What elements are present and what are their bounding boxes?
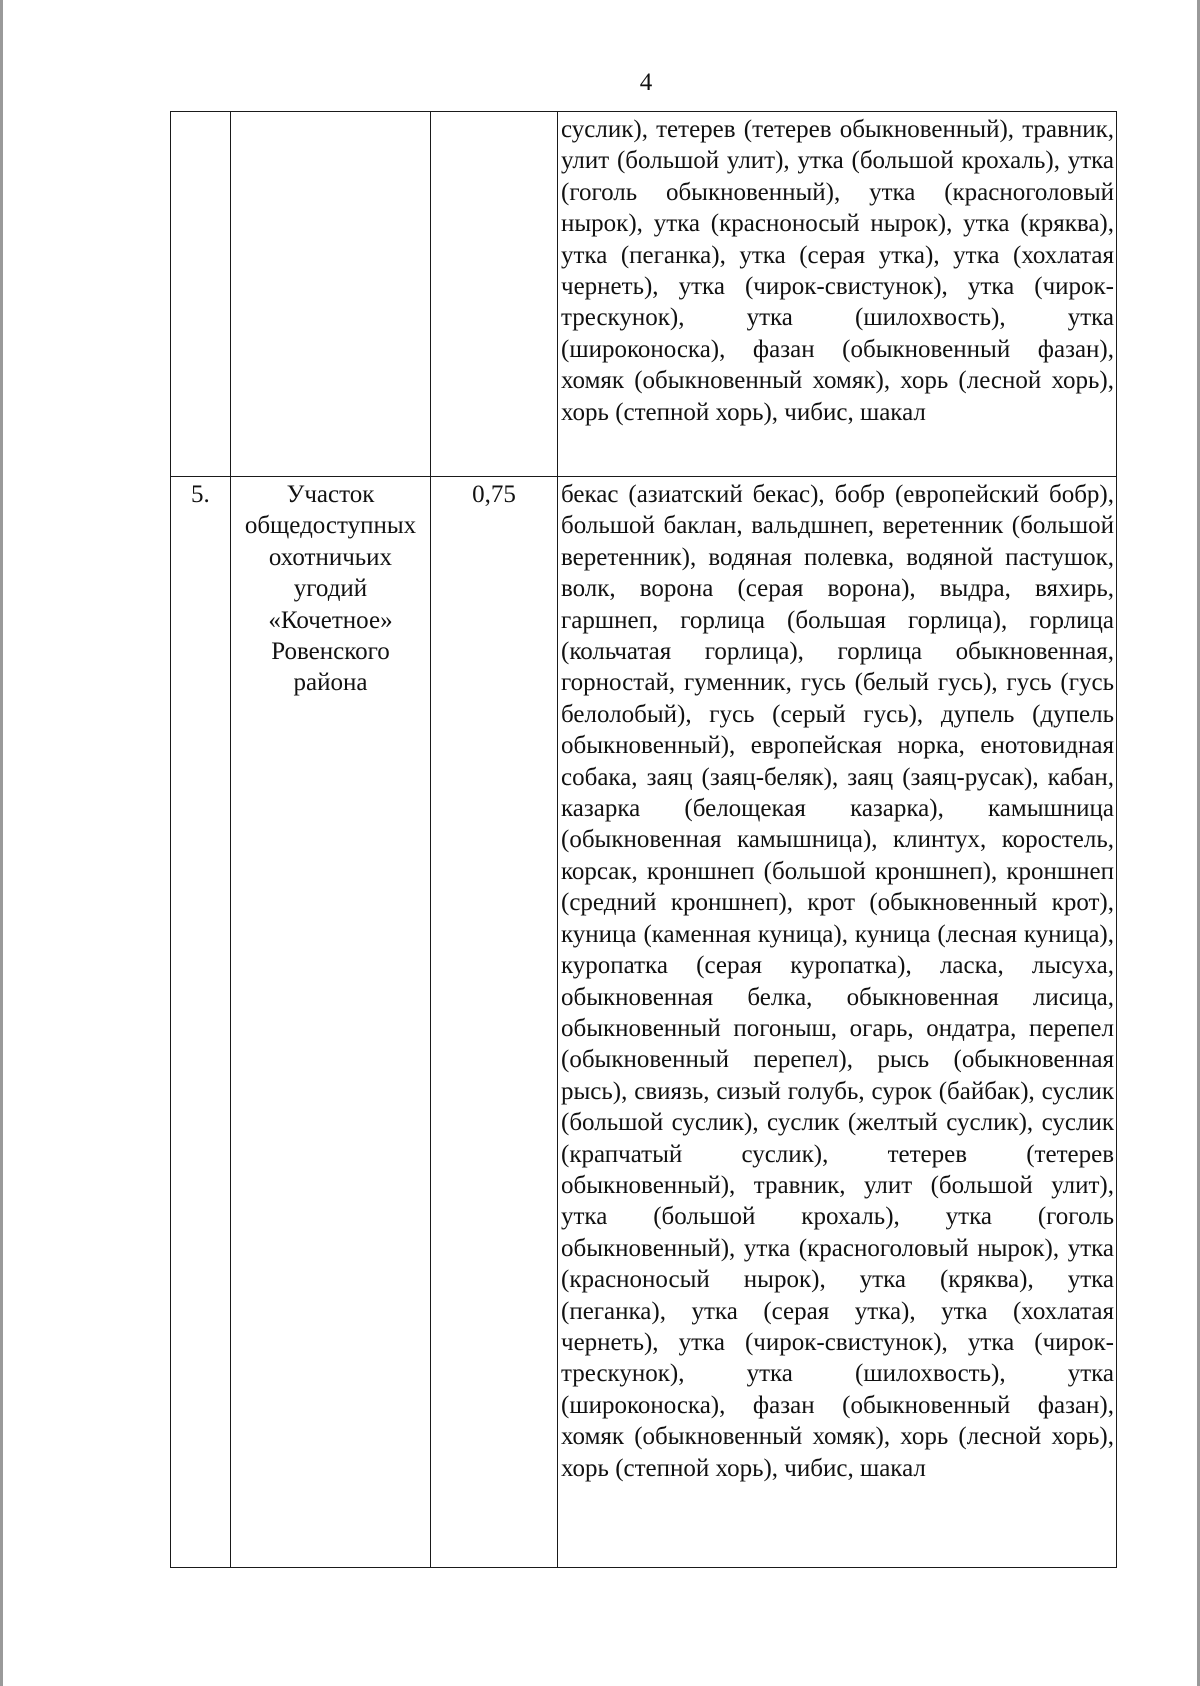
table-row — [171, 112, 1117, 477]
ground-name-line: угодий — [293, 575, 368, 603]
ground-name-line: общедоступных — [244, 512, 417, 540]
species-list-cell: суслик), тетерев (тетерев обыкновенный), травник, улит (большой улит), утка (большой крохаль), утка (гоголь обыкновенный), утка (красноголовый нырок), утка (красноносый нырок), утка (кряква), утка (пеганка), утка (серая утка), утка (хохлатая чернеть), утка (чирок-свистунок), утка (чирок-трескунок), утка (шилохвость), утка (широконоска), фазан (обыкновенный фазан), хомяк (обыкновенный хомяк), хорь (лесной хорь), хорь (степной хорь), чибис, шакал — [558, 112, 1117, 477]
scan-edge-left — [0, 0, 3, 1686]
page-number: 4 — [639, 69, 653, 96]
hunting-grounds-table — [170, 111, 1117, 1568]
ground-name-line: Участок — [286, 481, 375, 508]
table-row — [171, 477, 1117, 1568]
rate-cell: 0,75 — [431, 477, 558, 1568]
ground-name-line: района — [293, 669, 368, 697]
ground-name-cell — [231, 477, 431, 1568]
row-number-cell — [171, 112, 231, 477]
ground-name-line: «Кочетное» — [268, 606, 393, 634]
row-number-cell: 5. — [171, 477, 231, 1568]
species-list-cell: бекас (азиатский бекас), бобр (европейский бобр), большой баклан, вальдшнеп, веретенник (большой веретенник), водяная полевка, водяной пастушок, волк, ворона (серая ворона), выдра, вяхирь, гаршнеп, горлица (большая горлица), горлица (кольчатая горлица), горлица обыкновенная, горностай, гуменник, гусь (белый гусь), гусь (гусь белолобый), гусь (серый гусь), дупель (дупель обыкновенный), европейская норка, енотовидная собака, заяц (заяц-беляк), заяц (заяц-русак), кабан, казарка (белощекая казарка), камышница (обыкновенная камышница), клинтух, коростель, корсак, кроншнеп (большой кроншнеп), кроншнеп (средний кроншнеп), крот (обыкновенный крот), куница (каменная куница), куница (лесная куница), куропатка (серая куропатка), ласка, лысуха, обыкновенная белка, обыкновенная лисица, обыкновенный погоныш, огарь, ондатра, перепел (обыкновенный перепел), рысь (обыкновенная рысь), свиязь, сизый голубь, сурок (байбак), суслик (большой суслик), суслик (желтый суслик), суслик (крапчатый суслик), тетерев (тетерев обыкновенный), травник, улит (большой улит), утка (большой крохаль), утка (гоголь обыкновенный), утка (красноголовый нырок), утка (красноносый нырок), утка (кряква), утка (пеганка), утка (серая утка), утка (хохлатая чернеть), утка (чирок-свистунок), утка (чирок-трескунок), утка (шилохвость), утка (широконоска), фазан (обыкновенный фазан), хомяк (обыкновенный хомяк), хорь (лесной хорь), хорь (степной хорь), чибис, шакал — [558, 477, 1117, 1568]
ground-name-line: охотничьих — [268, 543, 393, 571]
ground-name-cell — [231, 112, 431, 477]
rate-cell — [431, 112, 558, 477]
ground-name-line: Ровенского — [271, 638, 390, 666]
